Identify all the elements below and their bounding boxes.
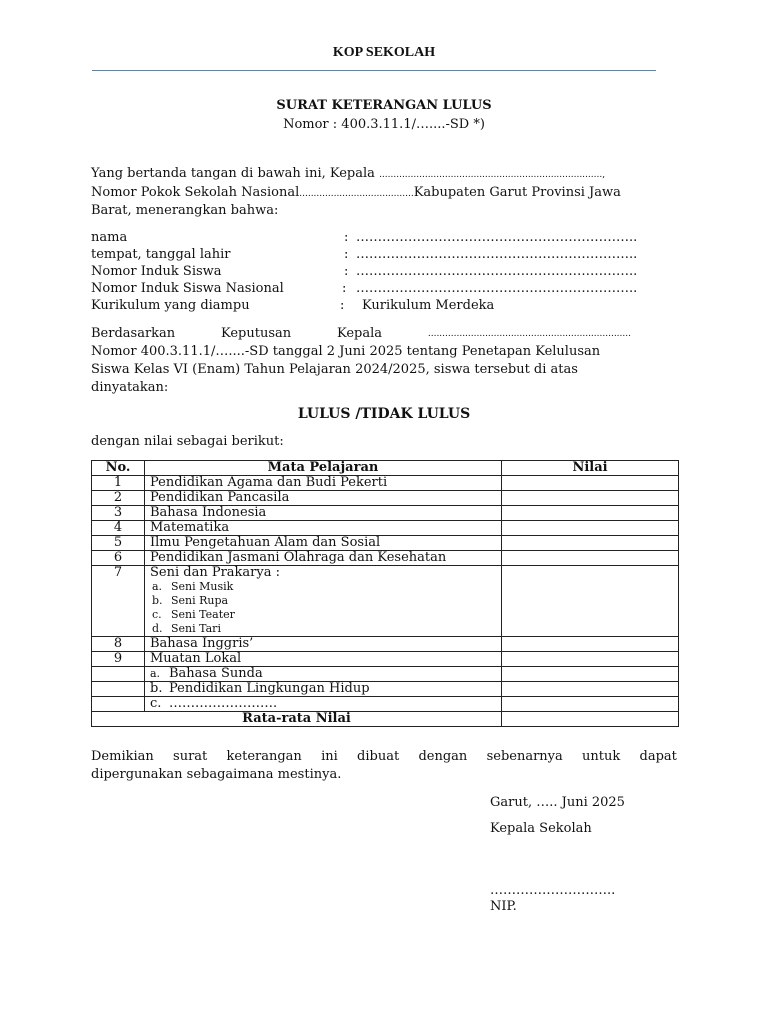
list-item [150, 622, 496, 636]
row-subject: Ilmu Pengetahuan Alam dan Sosial [145, 536, 502, 551]
row-subject: Pendidikan Agama dan Budi Pekerti [145, 476, 502, 491]
list-letter: c. [152, 608, 162, 621]
npsn-dots: ........................................ [299, 189, 414, 199]
row-nilai [502, 697, 679, 712]
identity-value: ……………………………………………………….. [356, 230, 638, 245]
npsn-text: Nomor Pokok Sekolah Nasional [91, 185, 300, 200]
table-row [92, 551, 679, 566]
list-text: Seni Rupa [171, 594, 229, 607]
table-row [92, 697, 679, 712]
row-subject: Bahasa Indonesia [145, 506, 502, 521]
identity-colon: : [344, 247, 349, 262]
row-nilai [502, 551, 679, 566]
list-letter: b. [150, 681, 163, 696]
closing-word: Demikian [91, 749, 154, 764]
table-row [92, 652, 679, 667]
table-row [92, 667, 679, 682]
identity-colon: : [340, 298, 345, 313]
table-row [92, 521, 679, 536]
row-subject-title: Seni dan Prakarya : [150, 565, 280, 580]
table-row [92, 506, 679, 521]
row-nilai [502, 491, 679, 506]
list-text: Seni Teater [171, 608, 235, 621]
intro-dots: .............................................................................., [379, 170, 606, 180]
row-no: 4 [92, 521, 145, 536]
row-no: 8 [92, 637, 145, 652]
row-nilai [502, 566, 679, 637]
list-letter: b. [152, 594, 163, 607]
row-nilai [502, 476, 679, 491]
intro-line-2 [91, 185, 621, 200]
list-letter: c. [150, 696, 162, 711]
basis-line-4: dinyatakan: [91, 380, 169, 395]
col-header-nilai: Nilai [502, 461, 679, 476]
basis-dots: ....................................................................... [427, 329, 631, 339]
place-date: Garut, ….. Juni 2025 [490, 795, 625, 810]
identity-colon: : [342, 281, 347, 296]
identity-label: Nomor Induk Siswa [91, 264, 222, 279]
identity-label: tempat, tanggal lahir [91, 247, 231, 262]
row-no: 9 [92, 652, 145, 667]
list-letter: d. [152, 622, 163, 635]
table-row [92, 536, 679, 551]
basis-word: Berdasarkan [91, 326, 176, 341]
basis-line-3: Siswa Kelas VI (Enam) Tahun Pelajaran 2024/2025, siswa tersebut di atas [91, 362, 578, 377]
closing-line-1 [91, 749, 677, 764]
row-no: 7 [92, 566, 145, 637]
kabupaten-text: Kabupaten Garut Provinsi Jawa [413, 185, 621, 200]
list-text: ……………………. [169, 696, 278, 711]
row-subject: Pendidikan Pancasila [145, 491, 502, 506]
col-header-no: No. [92, 461, 145, 476]
identity-label: Kurikulum yang diampu [91, 298, 250, 313]
list-item [150, 594, 496, 608]
basis-line-2: Nomor 400.3.11.1/…....-SD tanggal 2 Juni 2025 tentang Penetapan Kelulusan [91, 344, 601, 359]
identity-value: Kurikulum Merdeka [362, 298, 495, 313]
signer-role: Kepala Sekolah [490, 821, 592, 836]
list-letter: a. [152, 580, 163, 593]
nilai-intro: dengan nilai sebagai berikut: [91, 434, 284, 449]
basis-word: Kepala [336, 326, 383, 341]
row-nilai [502, 637, 679, 652]
table-header-row [92, 461, 679, 476]
kop-divider [92, 70, 656, 71]
row-nilai [502, 682, 679, 697]
identity-label: nama [91, 230, 128, 245]
basis-word: Keputusan [221, 326, 292, 341]
row-nilai [502, 652, 679, 667]
grades-table [91, 460, 679, 727]
closing-word: surat [173, 749, 208, 764]
signer-name: ……………………….. [490, 883, 616, 898]
result-status: LULUS /TIDAK LULUS [297, 406, 471, 422]
row-subject: Matematika [145, 521, 502, 536]
mulok-item [145, 667, 502, 682]
closing-word: dibuat [357, 749, 400, 764]
identity-colon: : [344, 264, 349, 279]
row-nilai [502, 667, 679, 682]
intro-line-1 [91, 166, 605, 181]
row-nilai [502, 521, 679, 536]
mulok-item [145, 682, 502, 697]
list-text: Seni Musik [171, 580, 234, 593]
basis-line-1 [91, 326, 631, 341]
row-subject: Pendidikan Jasmani Olahraga dan Kesehatan [145, 551, 502, 566]
intro-line-3: Barat, menerangkan bahwa: [91, 203, 279, 218]
table-row [92, 476, 679, 491]
row-no: 1 [92, 476, 145, 491]
signer-nip: NIP. [490, 899, 517, 914]
average-value [502, 712, 679, 727]
closing-word: keterangan [226, 749, 302, 764]
row-subject [145, 566, 502, 637]
closing-word: ini [321, 749, 338, 764]
row-subject: Bahasa Inggris’ [145, 637, 502, 652]
average-label: Rata-rata Nilai [92, 712, 502, 727]
table-row [92, 637, 679, 652]
row-nilai [502, 536, 679, 551]
row-no: 6 [92, 551, 145, 566]
col-header-subject: Mata Pelajaran [145, 461, 502, 476]
list-item [150, 580, 496, 594]
list-item [150, 608, 496, 622]
identity-value: ……………………………………………………….. [356, 264, 638, 279]
closing-line-2: dipergunakan sebagaimana mestinya. [91, 767, 342, 782]
table-row [92, 682, 679, 697]
row-no: 2 [92, 491, 145, 506]
identity-value: ……………………………………………………….. [356, 281, 638, 296]
intro-text: Yang bertanda tangan di bawah ini, Kepala [91, 166, 375, 181]
list-text: Seni Tari [171, 622, 221, 635]
row-nilai [502, 506, 679, 521]
table-row [92, 566, 679, 637]
identity-label: Nomor Induk Siswa Nasional [91, 281, 284, 296]
list-text: Pendidikan Lingkungan Hidup [169, 681, 370, 696]
row-no: 5 [92, 536, 145, 551]
closing-word: untuk [582, 749, 621, 764]
average-row [92, 712, 679, 727]
mulok-item [145, 697, 502, 712]
letter-number: Nomor : 400.3.11.1/…....-SD *) [283, 117, 485, 132]
row-no: 3 [92, 506, 145, 521]
list-letter: a. [150, 667, 161, 680]
list-text: Bahasa Sunda [169, 666, 263, 681]
letter-title: SURAT KETERANGAN LULUS [276, 98, 492, 113]
closing-word: sebenarnya [486, 749, 563, 764]
row-subject: Muatan Lokal [145, 652, 502, 667]
closing-word: dengan [418, 749, 468, 764]
closing-word: dapat [639, 749, 677, 764]
table-row [92, 491, 679, 506]
kop-sekolah: KOP SEKOLAH [332, 45, 436, 60]
identity-colon: : [344, 230, 349, 245]
identity-value: ……………………………………………………….. [356, 247, 638, 262]
